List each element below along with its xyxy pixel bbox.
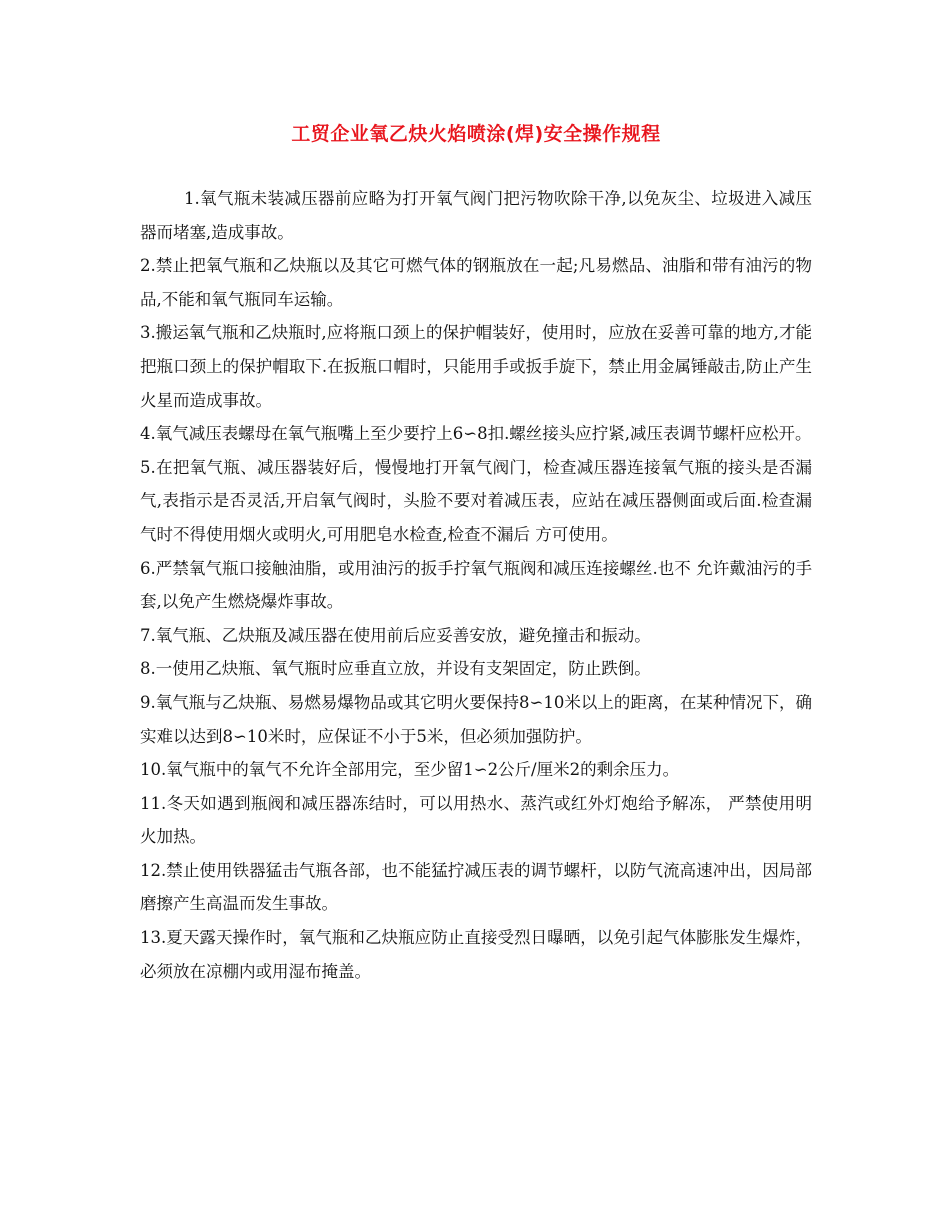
paragraph-6: 6.严禁氧气瓶口接触油脂，或用油污的扳手拧氧气瓶阀和减压连接螺丝.也不 允许戴油污的手套,以免产生燃烧爆炸事故。: [140, 558, 812, 612]
paragraph-5: 5.在把氧气瓶、减压器装好后，慢慢地打开氧气阀门，检查减压器连接氧气瓶的接头是否漏气,表指示是否灵活,开启氧气阀时，头脸不要对着减压表，应站在减压器侧面或后面.检查漏气时不得使用烟火或明火,可用肥皂水检查,检查不漏后 方可使用。: [140, 457, 812, 544]
paragraph-9: 9.氧气瓶与乙炔瓶、易燃易爆物品或其它明火要保持8∽10米以上的距离，在某种情况下，确实难以达到8∽10米时，应保证不小于5米，但必须加强防护。: [140, 692, 812, 746]
document-page: [140, 118, 812, 988]
document-title: 工贸企业氧乙炔火焰喷涂(焊)安全操作规程: [291, 123, 661, 145]
paragraph-2: 2.禁止把氧气瓶和乙炔瓶以及其它可燃气体的钢瓶放在一起;凡易燃品、油脂和带有油污的物品,不能和氧气瓶同车运输。: [140, 256, 812, 309]
paragraph-3: 3.搬运氧气瓶和乙炔瓶时,应将瓶口颈上的保护帽装好，使用时，应放在妥善可靠的地方,才能把瓶口颈上的保护帽取下.在扳瓶口帽时，只能用手或扳手旋下，禁止用金属锤敲击,防止产生火星而造成事故。: [140, 323, 812, 410]
paragraph-10: 10.氧气瓶中的氧气不允许全部用完，至少留1∽2公斤/厘米2的剩余压力。: [140, 760, 680, 780]
paragraph-12: 12.禁止使用铁器猛击气瓶各部，也不能猛拧减压表的调节螺杆，以防气流高速冲出，因局部磨擦产生高温而发生事故。: [140, 860, 812, 914]
paragraph-13: 13.夏天露天操作时，氧气瓶和乙炔瓶应防止直接受烈日曝晒，以免引起气体膨胀发生爆炸，必须放在凉棚内或用湿布掩盖。: [140, 928, 812, 981]
paragraph-8: 8.一使用乙炔瓶、氧气瓶时应垂直立放，并设有支架固定，防止跌倒。: [140, 659, 651, 679]
paragraph-1: 1.氧气瓶未装减压器前应略为打开氧气阀门把污物吹除干净,以免灰尘、垃圾进入减压器而堵塞,造成事故。: [140, 189, 812, 242]
paragraph-7: 7.氧气瓶、乙炔瓶及减压器在使用前后应妥善安放，避免撞击和振动。: [140, 625, 651, 645]
paragraph-4: 4.氧气减压表螺母在氧气瓶嘴上至少要拧上6∽8扣.螺丝接头应拧紧,减压表调节螺杆应松开。: [140, 424, 812, 444]
paragraph-11: 11.冬天如遇到瓶阀和减压器冻结时，可以用热水、蒸汽或红外灯炮给予解冻， 严禁使用明火加热。: [140, 793, 812, 847]
